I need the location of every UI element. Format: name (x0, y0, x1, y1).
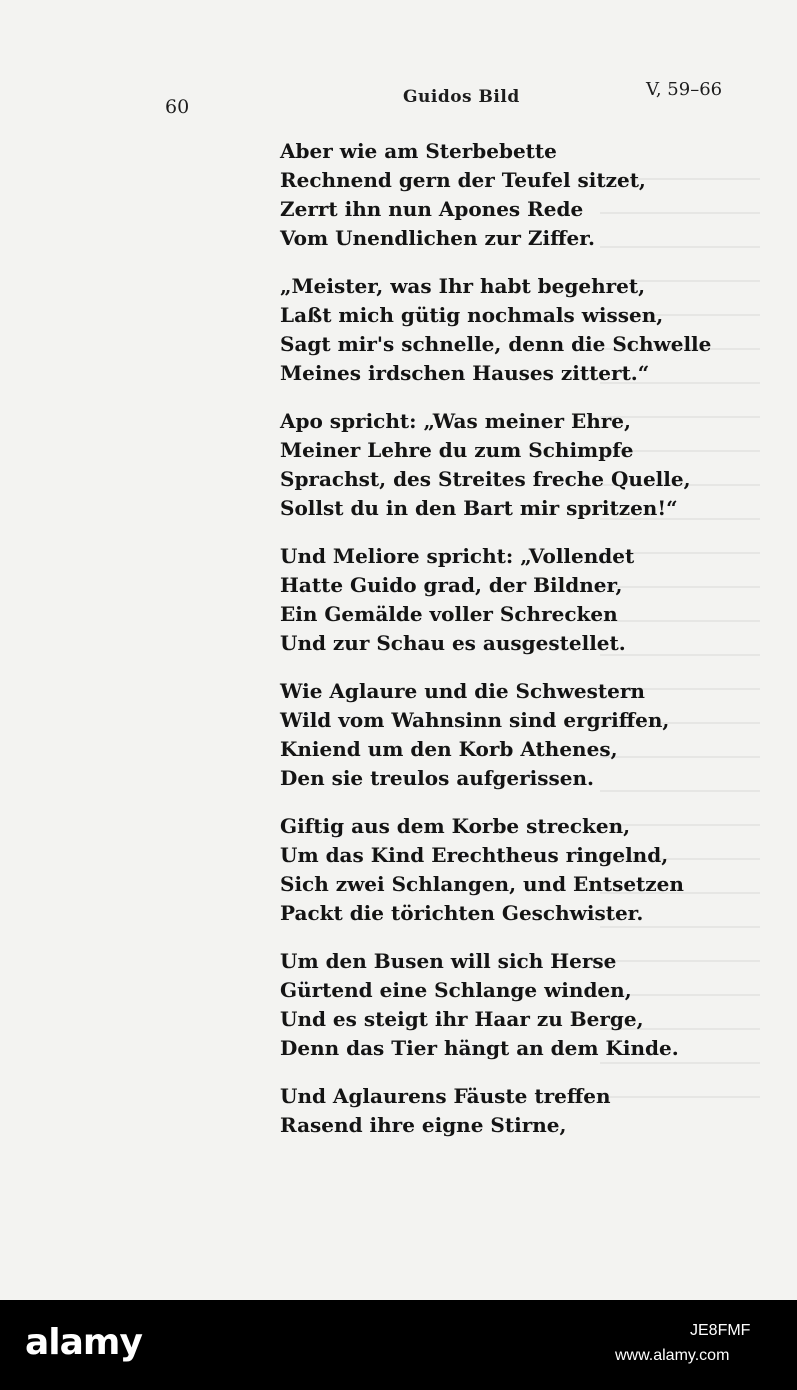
stanza (280, 407, 691, 523)
verse-line: Laßt mich gütig nochmals wissen, (280, 303, 664, 327)
verse-line: Ein Gemälde voller Schrecken (280, 602, 618, 626)
verse-line: Vom Unendlichen zur Ziffer. (280, 226, 595, 250)
verse-line: Giftig aus dem Korbe strecken, (280, 814, 631, 838)
stanza (280, 947, 680, 1063)
stanza (280, 677, 680, 793)
stanza (280, 542, 680, 658)
verse-line: Hatte Guido grad, der Bildner, (280, 573, 623, 597)
verse-line: Und es steigt ihr Haar zu Berge, (280, 1007, 644, 1031)
running-title: Guidos Bild (403, 87, 520, 107)
verse-line: Und zur Schau es ausgestellet. (280, 631, 626, 655)
verse-line: Wie Aglaure und die Schwestern (280, 679, 645, 703)
verse-line: Und Meliore spricht: „Vollendet (280, 544, 635, 568)
stanza (280, 812, 684, 928)
verse-reference: V, 59–66 (646, 79, 723, 100)
alamy-logo: alamy (25, 1322, 142, 1363)
verse-line: Kniend um den Korb Athenes, (280, 737, 618, 761)
verse-line: Meiner Lehre du zum Schimpfe (280, 438, 634, 462)
verse-line: Sich zwei Schlangen, und Entsetzen (280, 872, 684, 896)
page-number: 60 (165, 96, 190, 118)
verse-line: Um den Busen will sich Herse (280, 949, 617, 973)
verse-line: Sprachst, des Streites freche Quelle, (280, 467, 691, 491)
verse-line: Und Aglaurens Fäuste treffen (280, 1084, 611, 1108)
verse-line: Rechnend gern der Teufel sitzet, (280, 168, 646, 192)
verse-line: Den sie treulos aufgerissen. (280, 766, 595, 790)
verse-line: Packt die törichten Geschwister. (280, 901, 644, 925)
stanza (280, 272, 712, 388)
image-id: JE8FMF (690, 1322, 751, 1339)
stanza (280, 137, 680, 253)
verse-line: Zerrt ihn nun Apones Rede (280, 197, 584, 221)
poem (280, 137, 712, 1159)
verse-line: Meines irdschen Hauses zittert.“ (280, 361, 650, 385)
verse-line: Gürtend eine Schlange winden, (280, 978, 632, 1002)
verse-line: Sagt mir's schnelle, denn die Schwelle (280, 332, 712, 356)
verse-line: Aber wie am Sterbebette (280, 139, 557, 163)
site-url: www.alamy.com (615, 1347, 730, 1364)
verse-line: Wild vom Wahnsinn sind ergriffen, (280, 708, 670, 732)
verse-line: Rasend ihre eigne Stirne, (280, 1113, 567, 1137)
verse-line: Um das Kind Erechtheus ringelnd, (280, 843, 669, 867)
verse-line: Denn das Tier hängt an dem Kinde. (280, 1036, 679, 1060)
verse-line: „Meister, was Ihr habt begehret, (280, 274, 646, 298)
verse-line: Apo spricht: „Was meiner Ehre, (280, 409, 631, 433)
verse-line: Sollst du in den Bart mir spritzen!“ (280, 496, 678, 520)
stanza (280, 1082, 680, 1140)
